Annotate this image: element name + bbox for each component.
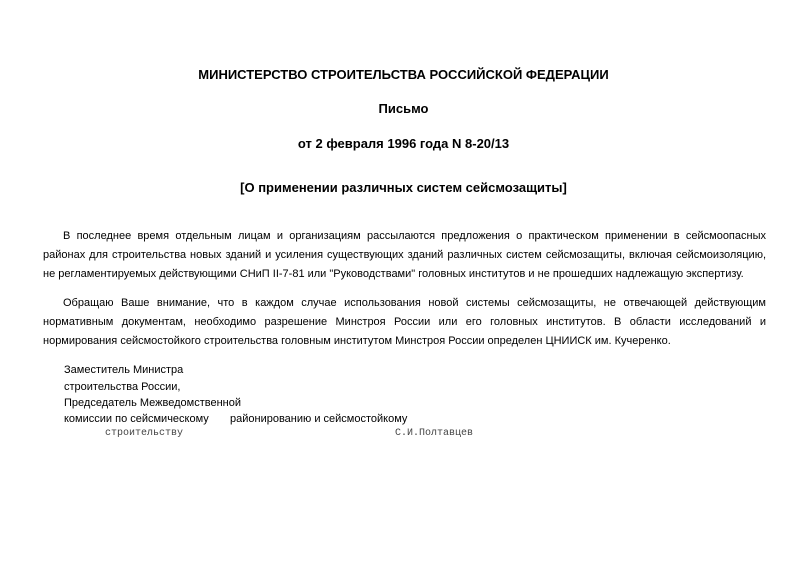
body-paragraph-1: В последнее время отдельным лицам и организациям рассылаются предложения о практическом применении в сейсмоопасных районах для строительства новых зданий и усиления существующих зданий различных систем сейсмозащиты, включая сейсмоизоляцию, не регламентируемых действующими СНиП II-7-81 или "Руководствами" головных институтов и не прошедших надлежащую экспертизу. xyxy=(43,230,766,280)
signatory-title-line-4b: районированию и сейсмостойкому xyxy=(230,413,408,425)
document-subject: [О применении различных систем сейсмозащиты] xyxy=(240,180,567,195)
signatory-name: С.И.Полтавцев xyxy=(395,428,474,439)
signatory-title-line-1: Заместитель Министра xyxy=(64,364,184,376)
signatory-title-line-5: строительству xyxy=(105,428,184,439)
document-date-number: от 2 февраля 1996 года N 8-20/13 xyxy=(297,136,510,151)
body-paragraph-2: Обращаю Ваше внимание, что в каждом случае использования новой системы сейсмозащиты, не отвечающей действующим нормативным документам, необходимо разрешение Минстроя России или его головных институтов. В области исследований и нормирования сейсмостойкого строительства головным институтом Минстроя России определен ЦНИИСК им. Кучеренко. xyxy=(43,297,766,347)
signatory-title-line-2: строительства России, xyxy=(64,381,181,393)
signatory-title-line-3: Председатель Межведомственной xyxy=(64,397,241,409)
ministry-title: МИНИСТЕРСТВО СТРОИТЕЛЬСТВА РОССИЙСКОЙ ФЕДЕРАЦИИ xyxy=(198,67,609,82)
signatory-title-line-4a: комиссии по сейсмическому xyxy=(64,413,209,425)
document-type: Письмо xyxy=(378,101,429,116)
